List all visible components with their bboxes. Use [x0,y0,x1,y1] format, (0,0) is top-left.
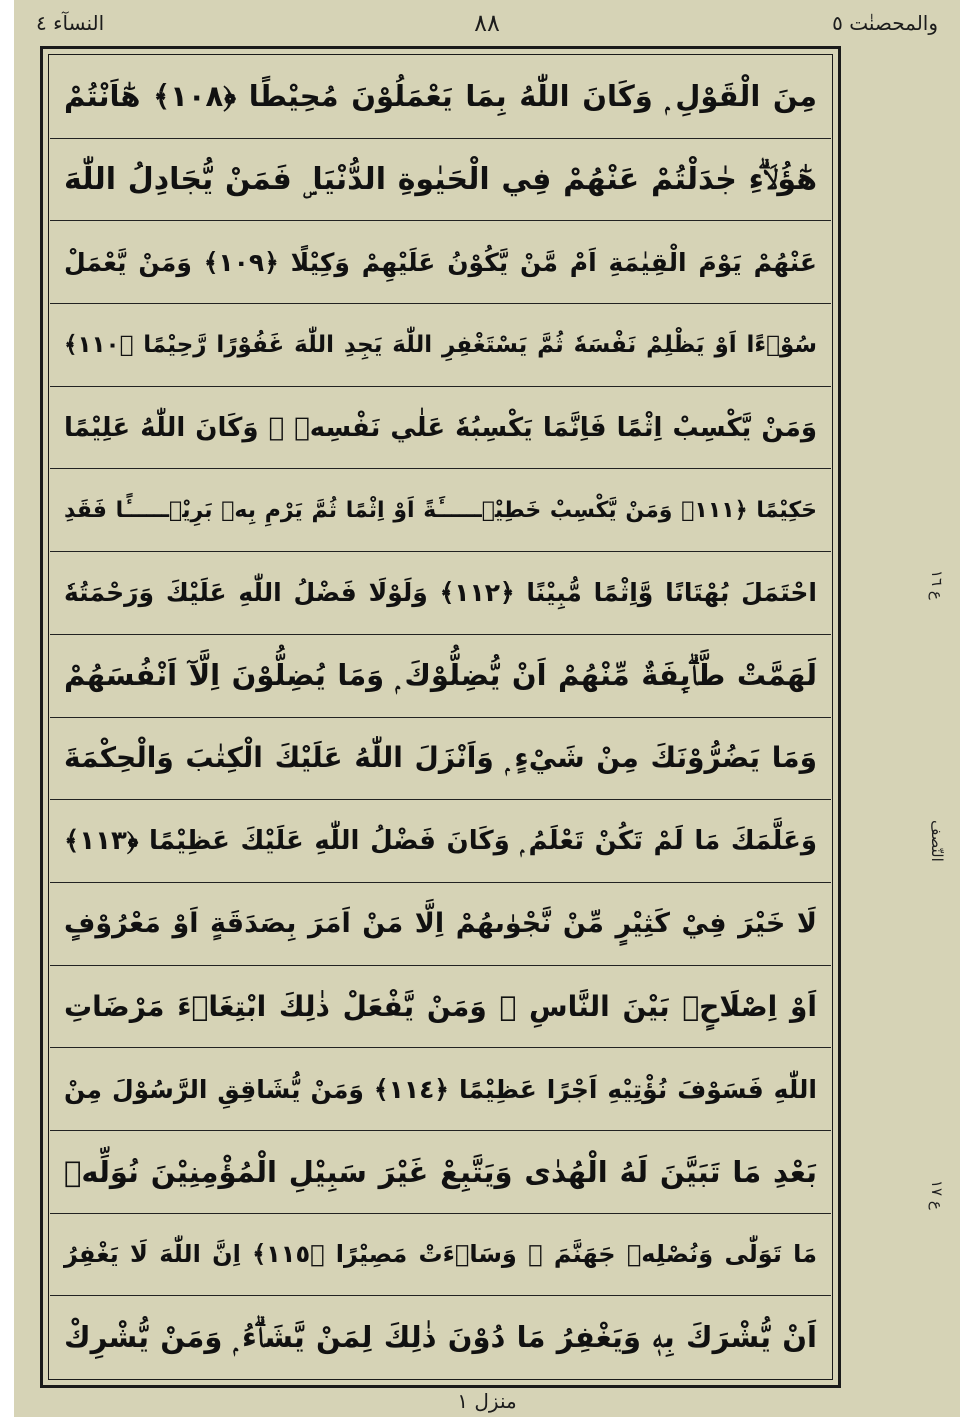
line-text: مِنَ الْقَوْلِ ۭ وَكَانَ اللّٰهُ بِمَا يَعْمَلُوْنَ مُحِيْطًا ﴿١٠٨﴾ هٰٓاَنْتُمْ [64,79,817,114]
surah-header: النسآء ٤ [36,11,105,35]
text-line [50,1214,831,1297]
line-text: وَمَا يَضُرُّوْنَكَ مِنْ شَيْءٍ ۭ وَاَنْزَلَ اللّٰهُ عَلَيْكَ الْكِتٰبَ وَالْحِكْمَةَ [64,741,817,775]
line-text: احْتَمَلَ بُهْتَانًا وَّاِثْمًا مُّبِيْنًا ﴿١١٢﴾ وَلَوْلَا فَضْلُ اللّٰهِ عَلَيْكَ وَرَحْمَتُهٗ [64,578,817,608]
line-text: بَعْدِ مَا تَبَيَّنَ لَهُ الْهُدٰى وَيَتَّبِعْ غَيْرَ سَبِيْلِ الْمُؤْمِنِيْنَ نُوَلِّهٖ [64,1154,817,1189]
line-text: حَكِيْمًا ﴿١١١﴾ وَمَنْ يَّكْسِبْ خَطِيْۗــــــَٔةً اَوْ اِثْمًا ثُمَّ يَرْمِ بِهٖ بَرِيْۗــــــًٔا فَقَدِ [64,497,817,523]
ruku-marker: ع ١٧ [928,1180,946,1210]
text-line [50,56,831,139]
line-text: اَوْ اِصْلَاحٍۢ بَيْنَ النَّاسِ ۭ وَمَنْ يَّفْعَلْ ذٰلِكَ ابْتِغَاۗءَ مَرْضَاتِ [64,989,817,1023]
text-line [50,469,831,552]
line-text: لَا خَيْرَ فِيْ كَثِيْرٍ مِّنْ نَّجْوٰىھُمْ اِلَّا مَنْ اَمَرَ بِصَدَقَةٍ اَوْ مَعْرُوْفٍ [64,908,817,940]
text-line [50,1296,831,1378]
juz-header: والمحصنٰت ٥ [832,11,938,35]
text-line [50,221,831,304]
line-text: سُوْۗءًا اَوْ يَظْلِمْ نَفْسَهٗ ثُمَّ يَسْتَغْفِرِ اللّٰهَ يَجِدِ اللّٰهَ غَفُوْرًا رَّحِيْمًا ﴿١١٠﴾ [64,331,817,358]
text-line [50,552,831,635]
text-line [50,800,831,883]
manzil-footer: منزل ١ [457,1389,517,1413]
line-text: عَنْھُمْ يَوْمَ الْقِيٰمَةِ اَمْ مَّنْ يَّكُوْنُ عَلَيْهِمْ وَكِيْلًا ﴿١٠٩﴾ وَمَنْ يَّعْمَلْ [64,247,817,277]
line-text: اللّٰهِ فَسَوْفَ نُؤْتِيْهِ اَجْرًا عَظِيْمًا ﴿١١٤﴾ وَمَنْ يُّشَاقِقِ الرَّسُوْلَ مِنْ [64,1074,818,1104]
text-line [50,718,831,801]
line-text: لَهَمَّتْ طَّاۗىِٕفَةٌ مِّنْھُمْ اَنْ يُّضِلُّوْكَ ۭ وَمَا يُضِلُّوْنَ اِلَّآ اَنْفُسَھُمْ [64,658,817,693]
page-number: ٨٨ [474,9,500,37]
half-marker: النّصف [928,820,946,862]
text-line [50,387,831,470]
text-line [50,304,831,387]
text-block [50,56,831,1378]
text-line [50,1048,831,1131]
text-line [50,883,831,966]
text-line [50,966,831,1049]
line-text: هٰٓؤُلَاۗءِ جٰدَلْتُمْ عَنْھُمْ فِي الْحَيٰوةِ الدُّنْيَا ۣ فَمَنْ يُّجَادِلُ اللّٰهَ [64,162,817,198]
line-text: اَنْ يُّشْرَكَ بِهٖ وَيَغْفِرُ مَا دُوْنَ ذٰلِكَ لِمَنْ يَّشَاۗءُ ۭ وَمَنْ يُّشْرِكْ [64,1319,817,1354]
text-line [50,635,831,718]
line-text: مَا تَوَلّٰى وَنُصْلِهٖ جَهَنَّمَ ۭ وَسَاۗءَتْ مَصِيْرًا ﴿١١٥﴾ اِنَّ اللّٰهَ لَا يَغْفِرُ [64,1240,817,1269]
text-line [50,139,831,222]
line-text: وَمَنْ يَّكْسِبْ اِثْمًا فَاِنَّمَا يَكْسِبُهٗ عَلٰي نَفْسِهٖ ۭ وَكَانَ اللّٰهُ عَلِيْمًا [64,412,817,443]
text-line [50,1131,831,1214]
mushaf-page [14,0,960,1417]
ruku-marker: ع ١٦ [928,570,946,600]
line-text: وَعَلَّمَكَ مَا لَمْ تَكُنْ تَعْلَمُ ۭ وَكَانَ فَضْلُ اللّٰهِ عَلَيْكَ عَظِيْمًا ﴿١١٣﴾ [64,825,817,856]
